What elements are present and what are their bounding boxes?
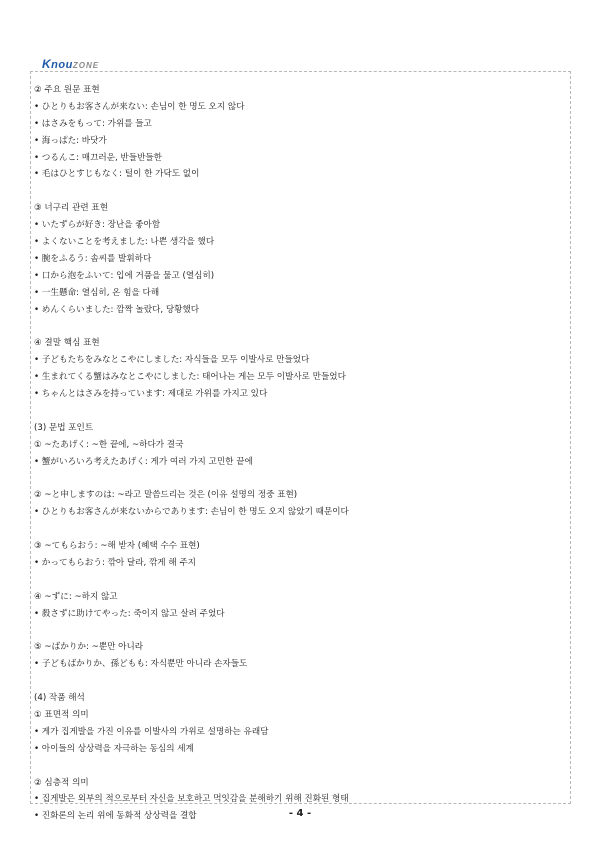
bullet-line: • かってもらおう: 깎아 달라, 깎게 해 주지 bbox=[34, 557, 196, 568]
document-body bbox=[34, 82, 564, 825]
bullet-line: • 口から泡をふいて: 입에 거품을 물고 (열심히) bbox=[34, 270, 215, 281]
bullet-line: • はさみをもって: 가위를 들고 bbox=[34, 118, 152, 129]
blank-line bbox=[34, 318, 564, 335]
bullet-line: • よくないことを考えました: 나쁜 생각을 했다 bbox=[34, 237, 215, 248]
bullet-line: • つるんこ: 매끄러운, 반들반들한 bbox=[34, 152, 162, 163]
heading-line: (4) 작품 해석 bbox=[34, 693, 85, 704]
heading-line: ④ ~ずに: ~하지 않고 bbox=[34, 591, 118, 602]
bullet-line: • 殺さずに助けてやった: 죽이지 않고 살려 주었다 bbox=[34, 608, 225, 619]
heading-line: (3) 문법 포인트 bbox=[34, 422, 94, 433]
blank-line bbox=[34, 623, 564, 640]
bullet-line: • ひとりもお客さんが来ないからであります: 손님이 한 명도 오지 않았기 때문이다 bbox=[34, 507, 349, 518]
bullet-line: • 生まれてくる蟹はみなとこやにしました: 태어나는 게는 모두 이발사로 만들었다 bbox=[34, 372, 346, 383]
heading-line: ② 심층적 의미 bbox=[34, 777, 89, 788]
bullet-line: • 게가 집게발을 가진 이유를 이발사의 가위로 설명하는 유래담 bbox=[34, 726, 269, 737]
heading-line: ④ 결말 핵심 표현 bbox=[34, 338, 100, 349]
page-number: - 4 - bbox=[288, 808, 312, 819]
logo-zone: ZONE bbox=[72, 61, 100, 70]
heading-line: ② ~と申しますのは: ~라고 말씀드리는 것은 (이유 설명의 정중 표현) bbox=[34, 490, 298, 501]
heading-line: ⑤ ~ばかりか: ~뿐만 아니라 bbox=[34, 642, 144, 653]
knouzone-logo bbox=[42, 57, 99, 71]
blank-line bbox=[34, 673, 564, 690]
bullet-line: • 海っぱた: 바닷가 bbox=[34, 135, 107, 146]
bullet-line: • 毛はひとすじもなく: 털이 한 가닥도 없이 bbox=[34, 169, 200, 180]
bullet-line: • めんくらいました: 깜짝 놀랐다, 당황했다 bbox=[34, 304, 200, 315]
bullet-line: • いたずらが好き: 장난을 좋아함 bbox=[34, 220, 161, 231]
heading-line: ③ ~てもらおう: ~해 받자 (혜택 수수 표현) bbox=[34, 541, 200, 552]
logo-nou: nou bbox=[51, 59, 73, 71]
blank-line bbox=[34, 403, 564, 420]
bullet-line: • 蟹がいろいろ考えたあげく: 게가 여러 가지 고민한 끝에 bbox=[34, 456, 253, 467]
bullet-line: • ひとりもお客さんが来ない: 손님이 한 명도 오지 않다 bbox=[34, 101, 245, 112]
bullet-line: • ちゃんとはさみを持っています: 제대로 가위를 가지고 있다 bbox=[34, 389, 268, 400]
bullet-line: • 진화론의 논리 위에 동화적 상상력을 결합 bbox=[34, 811, 197, 822]
blank-line bbox=[34, 183, 564, 200]
heading-line: ③ 너구리 관련 표현 bbox=[34, 203, 109, 214]
blank-line bbox=[34, 572, 564, 589]
heading-line: ② 주요 원문 표현 bbox=[34, 85, 100, 95]
blank-line bbox=[34, 521, 564, 538]
blank-line bbox=[34, 470, 564, 487]
heading-line: ① ~たあげく: ~한 끝에, ~하다가 결국 bbox=[34, 439, 184, 450]
bullet-line: • 子どもばかりか、孫どもも: 자식뿐만 아니라 손자들도 bbox=[34, 659, 248, 670]
blank-line bbox=[34, 758, 564, 775]
logo-k: K bbox=[42, 57, 52, 71]
bullet-line: • 집게발은 외부의 적으로부터 자신을 보호하고 먹잇감을 분해하기 위해 진화된 형태 bbox=[34, 794, 349, 805]
bullet-line: • 腕をふるう: 솜씨를 발휘하다 bbox=[34, 253, 152, 264]
heading-line: ① 표면적 의미 bbox=[34, 709, 89, 720]
bullet-line: • 子どもたちをみなとこやにしました: 자식들을 모두 이발사로 만들었다 bbox=[34, 355, 310, 366]
bullet-line: • 一生懸命: 열심히, 온 힘을 다해 bbox=[34, 287, 160, 298]
bullet-line: • 아이들의 상상력을 자극하는 동심의 세계 bbox=[34, 743, 194, 754]
